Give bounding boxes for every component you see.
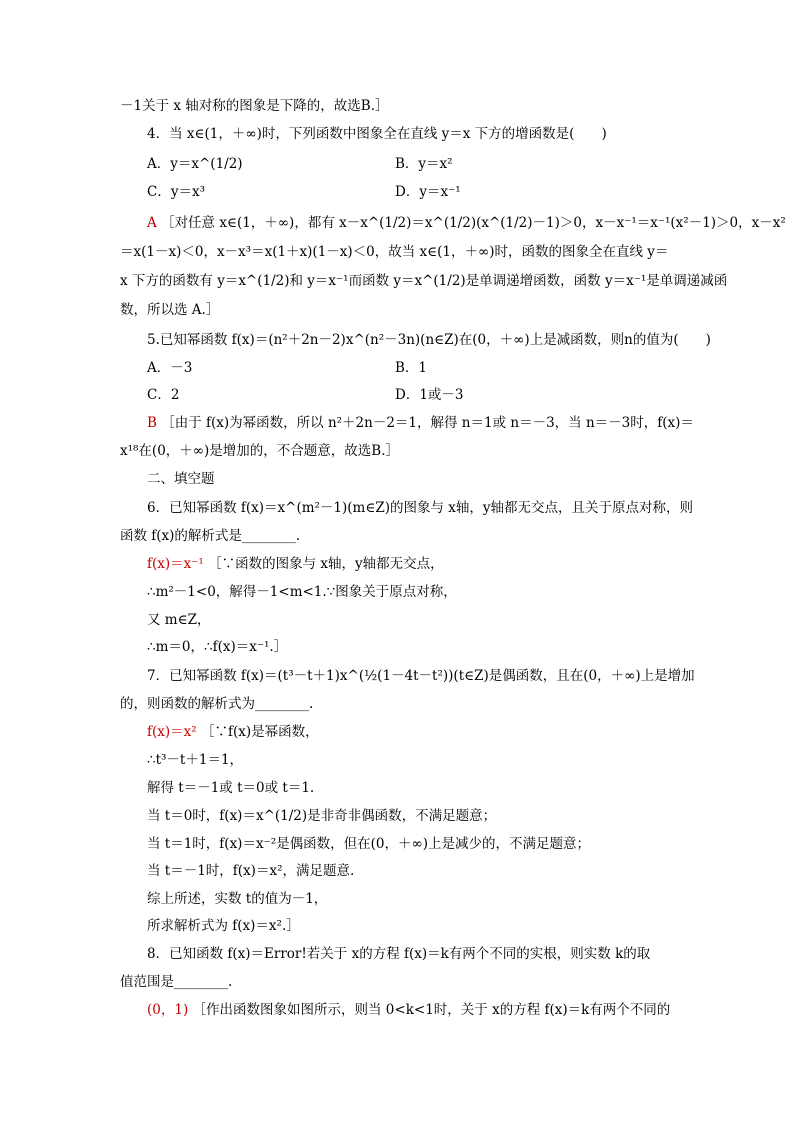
q4-explanation-line-3: x 下方的函数有 y＝x^(1/2)和 y＝x⁻¹而函数 y＝x^(1/2)是单调递增函数，函数 y＝x⁻¹是单调递减函 [120, 273, 728, 289]
q8-explanation-line-1: (0，1) ［作出函数图象如图所示，则当 0<k<1时，关于 x的方程 f(x)＝k有两个不同的 [147, 1002, 671, 1018]
q5-option-a: A．－3 [147, 360, 193, 376]
q7-stem-line-2: 的，则函数的解析式为________. [120, 696, 314, 712]
q6-explanation-line-3: 又 m∈Z， [147, 612, 211, 628]
q4-stem: 4．当 x∈(1，＋∞)时，下列函数中图象全在直线 y＝x 下方的增函数是( ) [147, 126, 607, 142]
q4-option-a: A．y＝x^(1/2) [147, 156, 243, 172]
q7-explanation-line-5: 当 t＝1时，f(x)＝x⁻²是偶函数，但在(0，＋∞)上是减少的，不满足题意； [147, 836, 590, 852]
q5-explanation-line-1: B ［由于 f(x)为幂函数，所以 n²＋2n－2＝1，解得 n＝1或 n＝－3，当 n＝－3时，f(x)＝ [147, 415, 694, 431]
q5-explanation-line-2: x¹⁸在(0，＋∞)是增加的，不合题意，故选B.］ [120, 443, 400, 459]
q7-answer: f(x)＝x² [147, 724, 197, 740]
q7-explanation-line-3: 解得 t＝－1或 t＝0或 t＝1. [147, 780, 315, 796]
q7-explanation-line-4: 当 t＝0时，f(x)＝x^(1/2)是非奇非偶函数，不满足题意； [147, 808, 497, 824]
q7-explanation-line-7: 综上所述，实数 t的值为－1， [147, 891, 328, 907]
q4-option-c: C．y＝x³ [147, 184, 205, 200]
q4-option-d: D．y＝x⁻¹ [395, 184, 461, 200]
q5-option-d: D．1或－3 [395, 387, 464, 403]
q5-option-c: C．2 [147, 387, 180, 403]
q8-stem-line-2: 值范围是________. [120, 974, 233, 990]
q8-stem-line-1: 8．已知函数 f(x)＝Error!若关于 x的方程 f(x)＝k有两个不同的实根，则实数 k的取 [147, 946, 651, 962]
q4-explanation-line-2: ＝x(1－x)＜0，x－x³＝x(1＋x)(1－x)＜0，故当 x∈(1，＋∞)时，函数的图象全在直线 y＝ [120, 244, 669, 260]
q4-answer: A [147, 215, 157, 231]
q6-explanation-line-1: f(x)＝x⁻¹ ［∵函数的图象与 x轴，y轴都无交点， [147, 556, 444, 572]
q5-option-b: B．1 [395, 360, 428, 376]
previous-explanation-tail: －1关于 x 轴对称的图象是下降的，故选B.］ [120, 98, 389, 114]
q7-explanation-line-1: f(x)＝x² ［∵f(x)是幂函数， [147, 724, 319, 740]
q8-answer: (0，1) [147, 1002, 189, 1018]
q5-answer: B [147, 415, 157, 431]
q5-stem: 5.已知幂函数 f(x)＝(n²＋2n－2)x^(n²－3n)(n∈Z)在(0，＋∞)上是减函数，则n的值为( ) [147, 332, 711, 348]
q4-explanation-line-1: A ［对任意 x∈(1，＋∞)，都有 x－x^(1/2)＝x^(1/2)(x^(1/2)－1)＞0，x－x⁻¹＝x⁻¹(x²－1)＞0，x－x² [147, 215, 786, 231]
q7-explanation-line-2: ∴t³－t＋1＝1， [147, 752, 244, 768]
q6-answer: f(x)＝x⁻¹ [147, 556, 204, 572]
q6-explanation-line-4: ∴m＝0，∴f(x)＝x⁻¹.］ [147, 639, 288, 655]
q6-explanation-line-2: ∴m²－1<0，解得－1<m<1.∵图象关于原点对称， [147, 584, 457, 600]
section-title: 二、填空题 [147, 471, 215, 487]
q6-stem-line-2: 函数 f(x)的解析式是________. [120, 528, 301, 544]
q4-explanation-line-4: 数，所以选 A.］ [120, 302, 220, 318]
q6-stem-line-1: 6．已知幂函数 f(x)＝x^(m²－1)(m∈Z)的图象与 x轴，y轴都无交点，且关于原点对称，则 [147, 500, 694, 516]
q7-explanation-line-6: 当 t＝－1时，f(x)＝x²，满足题意. [147, 863, 355, 879]
q4-option-b: B．y＝x² [395, 156, 453, 172]
q7-stem-line-1: 7．已知幂函数 f(x)＝(t³－t＋1)x^(½(1－4t－t²))(t∈Z)是偶函数，且在(0，＋∞)上是增加 [147, 668, 695, 684]
q7-explanation-line-8: 所求解析式为 f(x)＝x².］ [147, 918, 300, 934]
